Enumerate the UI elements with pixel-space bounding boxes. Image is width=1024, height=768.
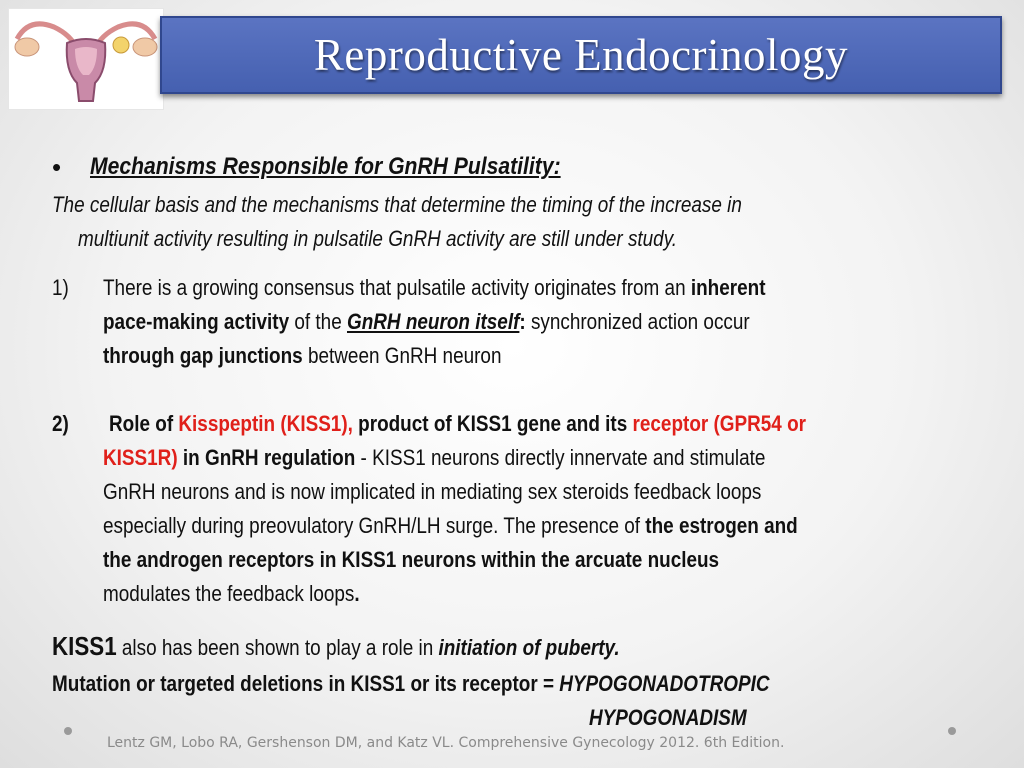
intro-line-2: multiunit activity resulting in pulsatile GnRH activity are still under study. (78, 226, 678, 251)
item-2-line-3: GnRH neurons and is now implicated in mediating sex steroids feedback loops (103, 479, 762, 504)
item-2-line-6: modulates the feedback loops. (103, 581, 360, 606)
item-2-number: 2) (52, 411, 69, 436)
item-1-line-1: There is a growing consensus that pulsatile activity originates from an inherent (103, 275, 766, 300)
title-banner (160, 16, 1002, 94)
mutation-line-1: Mutation or targeted deletions in KISS1 or its receptor = HYPOGONADOTROPIC (52, 671, 770, 696)
item-2-line-4: especially during preovulatory GnRH/LH surge. The presence of the estrogen and (103, 513, 798, 538)
right-decorative-dot (948, 727, 956, 735)
section-heading: Mechanisms Responsible for GnRH Pulsatility: (90, 153, 561, 180)
citation-footer: Lentz GM, Lobo RA, Gershenson DM, and Katz VL. Comprehensive Gynecology 2012. 6th Edition. (107, 735, 785, 751)
item-2-line-1: Role of Kisspeptin (KISS1), product of KISS1 gene and its receptor (GPR54 or (109, 411, 807, 436)
item-2-line-5: the androgen receptors in KISS1 neurons within the arcuate nucleus (103, 547, 720, 572)
uterus-illustration-logo (8, 8, 164, 110)
item-2-line-2: KISS1R) in GnRH regulation - KISS1 neurons directly innervate and stimulate (103, 445, 766, 470)
item-1-line-3: through gap junctions between GnRH neuron (103, 343, 502, 368)
intro-line-1: The cellular basis and the mechanisms that determine the timing of the increase in (52, 192, 742, 217)
kiss1-puberty-line: KISS1 also has been shown to play a role in initiation of puberty. (52, 631, 620, 661)
mutation-line-2: HYPOGONADISM (589, 705, 747, 730)
uterus-ovaries-icon (9, 9, 163, 109)
left-decorative-dot (64, 727, 72, 735)
item-1-line-2: pace-making activity of the GnRH neuron itself: synchronized action occur (103, 309, 750, 334)
slide-title: Reproductive Endocrinology (313, 30, 849, 80)
bullet-glyph: • (52, 152, 62, 182)
item-1-number: 1) (52, 275, 69, 300)
